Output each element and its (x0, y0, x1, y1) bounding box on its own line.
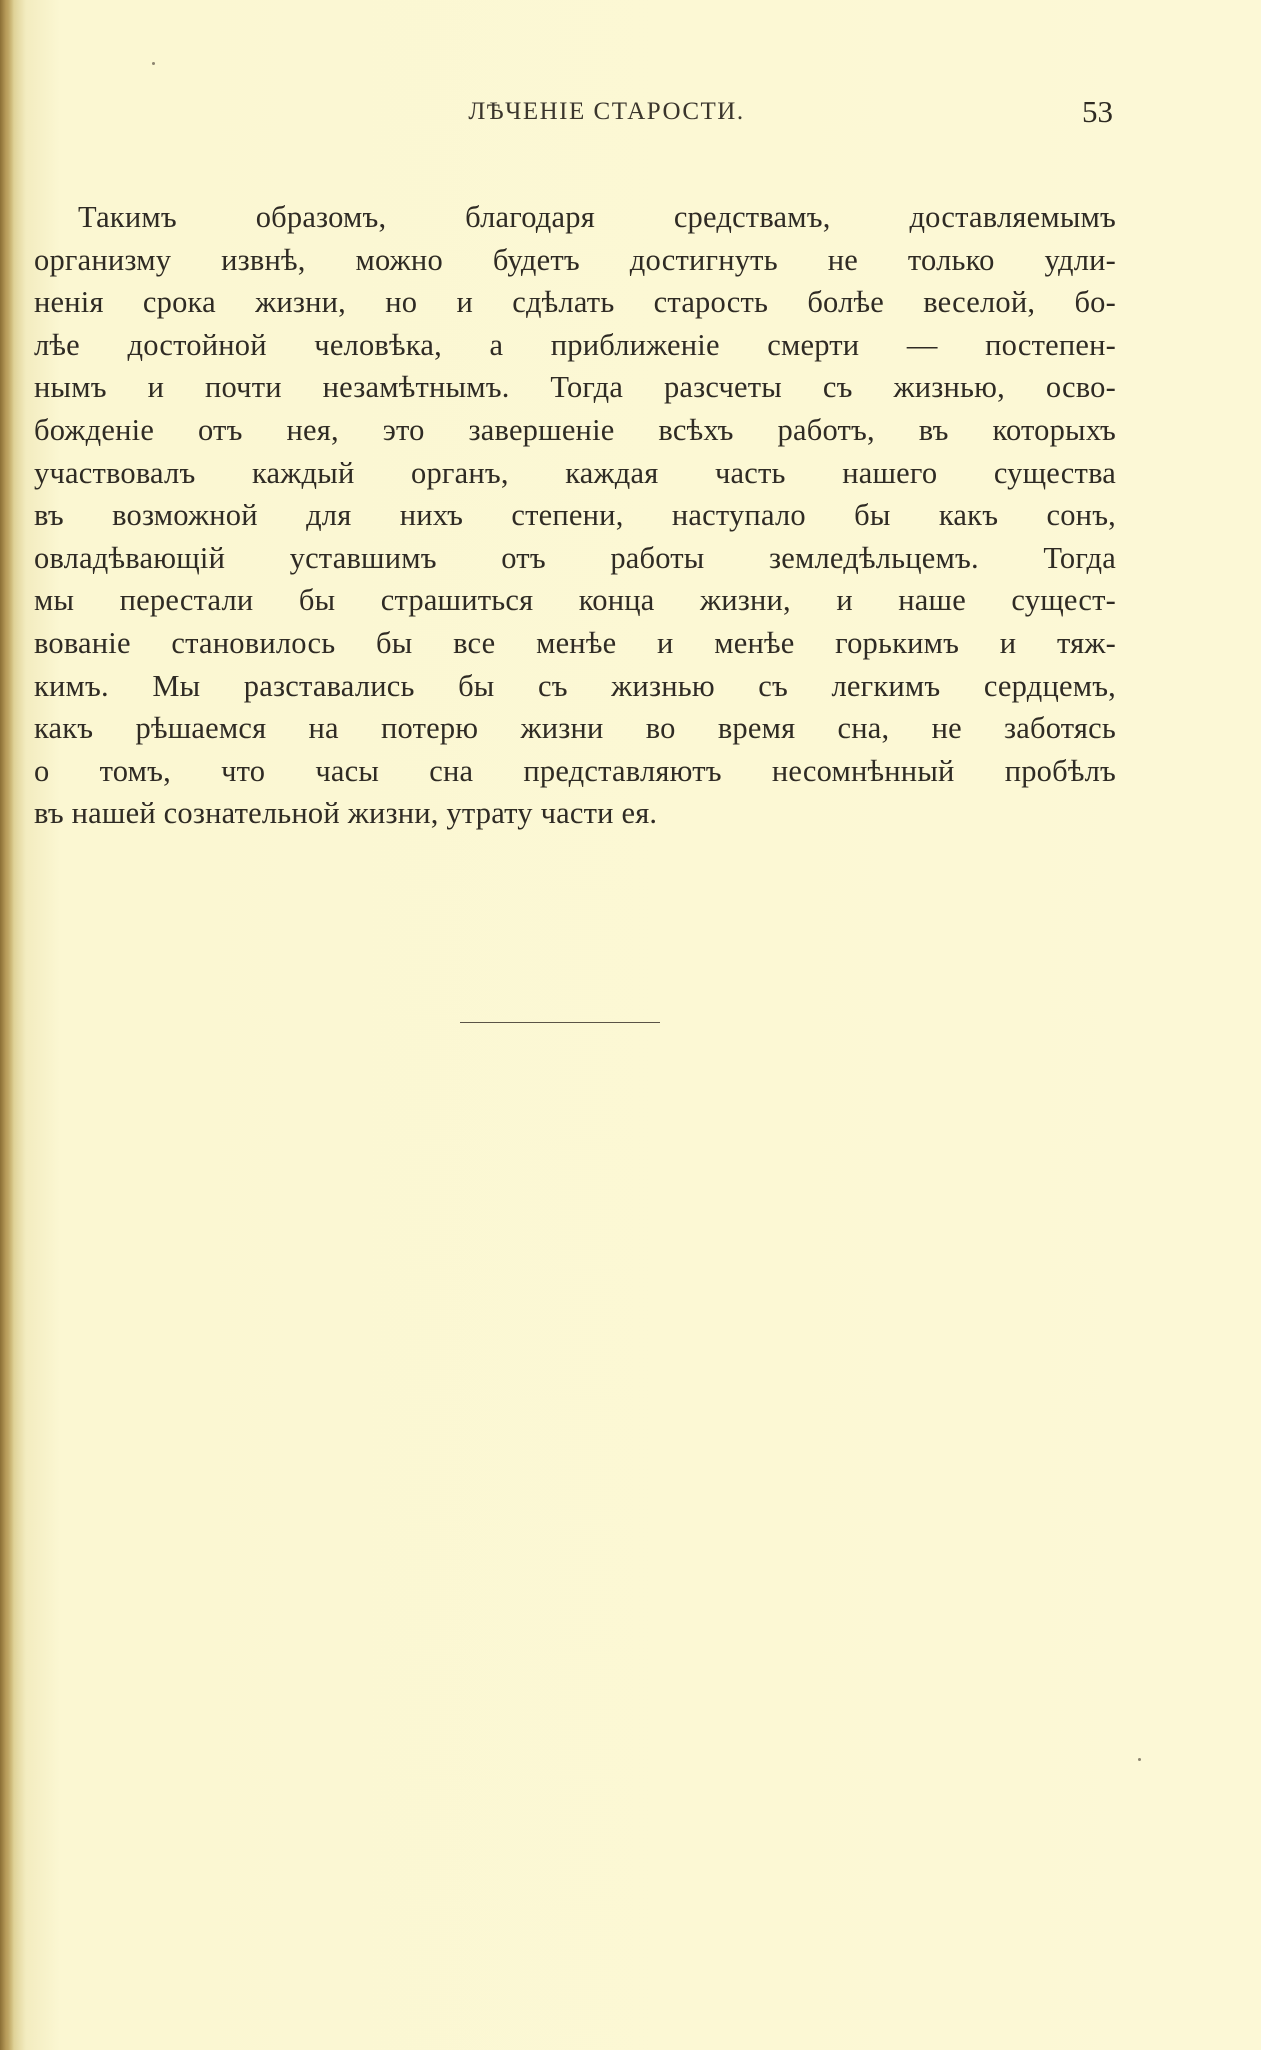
text-line: въ возможной для нихъ степени, наступало бы какъ сонъ, (34, 498, 1116, 533)
text-line: овладѣвающій уставшимъ отъ работы земледѣльцемъ. Тогда (34, 540, 1116, 575)
text-line: какъ рѣшаемся на потерю жизни во время сна, не заботясь (34, 711, 1116, 746)
binding-shadow (0, 0, 14, 2050)
text-line: божденіе отъ нея, это завершеніе всѣхъ работъ, въ которыхъ (34, 412, 1116, 447)
text-line: нымъ и почти незамѣтнымъ. Тогда разсчеты съ жизнью, осво- (34, 370, 1116, 405)
text-line: организму извнѣ, можно будетъ достигнуть не только удли- (34, 242, 1116, 277)
text-line: о томъ, что часы сна представляютъ несомнѣнный пробѣлъ (34, 753, 1116, 788)
body-paragraph (34, 196, 1116, 835)
paper-speck (1138, 1758, 1141, 1761)
running-title: ЛѢЧЕНІЕ СТАРОСТИ. (468, 98, 745, 125)
running-header (60, 94, 1113, 138)
paper-speck (152, 62, 155, 65)
text-line: мы перестали бы страшиться конца жизни, и наше сущест- (34, 583, 1116, 618)
text-line: участвовалъ каждый органъ, каждая часть нашего существа (34, 455, 1116, 490)
text-line: въ нашей сознательной жизни, утрату части ея. (34, 796, 658, 831)
text-line: кимъ. Мы разставались бы съ жизнью съ легкимъ сердцемъ, (34, 668, 1116, 703)
page-number: 53 (1082, 94, 1113, 129)
text-line: Такимъ образомъ, благодаря средствамъ, доставляемымъ (78, 200, 1116, 234)
text-line: ненія срока жизни, но и сдѣлать старость болѣе веселой, бо- (34, 285, 1116, 320)
section-end-rule (460, 1022, 660, 1023)
text-line: лѣе достойной человѣка, а приближеніе смерти — постепен- (34, 327, 1116, 362)
text-line: вованіе становилось бы все менѣе и менѣе горькимъ и тяж- (34, 625, 1116, 660)
